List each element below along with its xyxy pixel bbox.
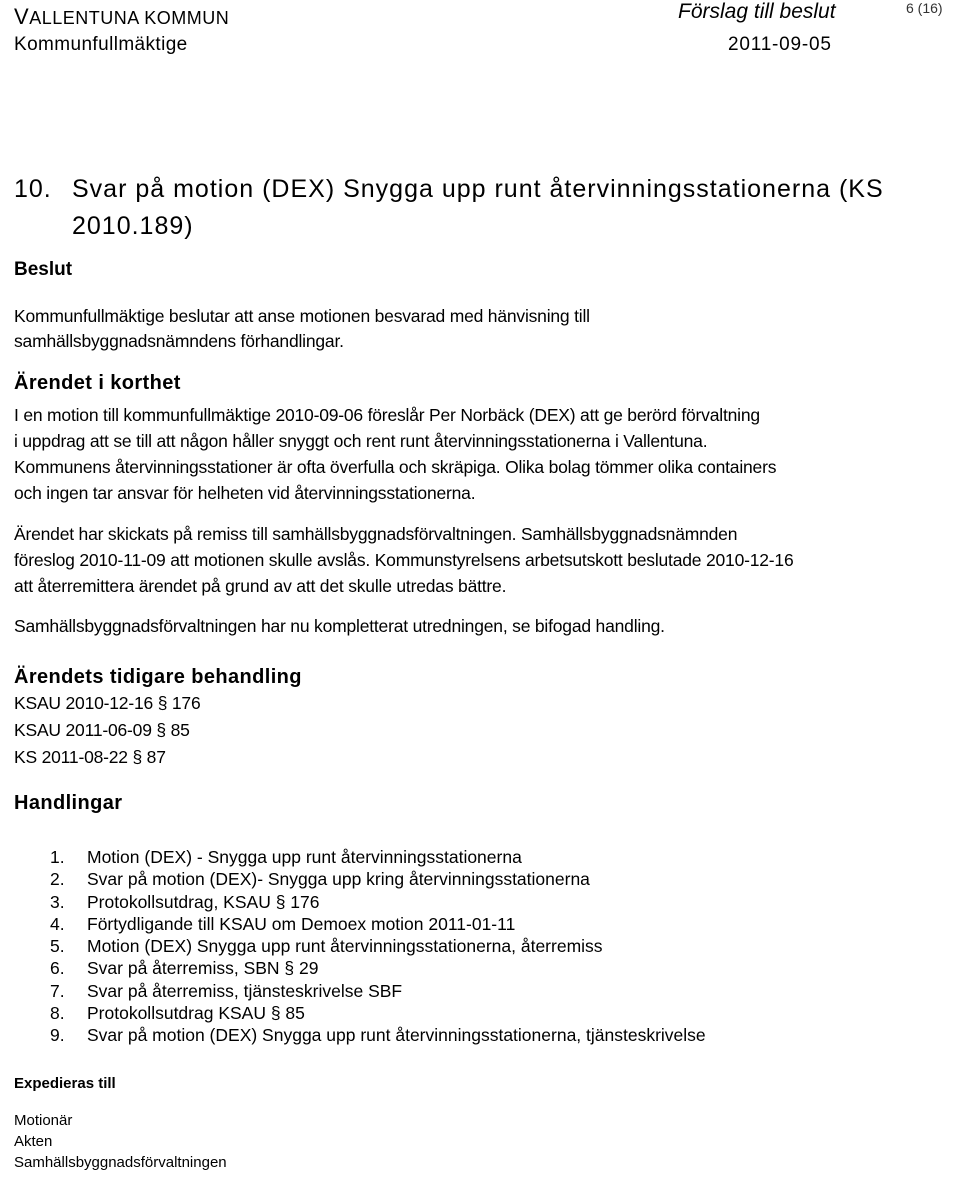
- item-number: 10.: [14, 175, 52, 203]
- beslut-line-2: samhällsbyggnadsnämndens förhandlingar.: [14, 331, 344, 351]
- list-item-number: 5.: [50, 936, 65, 957]
- list-item-text: Motion (DEX) - Snygga upp runt återvinningsstationerna: [87, 847, 522, 867]
- list-item: [50, 935, 706, 957]
- tidigare-line-2: KSAU 2011-06-09 § 85: [14, 720, 190, 740]
- list-item: [50, 891, 706, 913]
- organization-name-rest: ALLENTUNA KOMMUN: [29, 8, 230, 28]
- list-item-number: 2.: [50, 869, 65, 890]
- item-title-line-2: 2010.189): [72, 212, 194, 240]
- list-item: [50, 1024, 706, 1046]
- list-item-text: Förtydligande till KSAU om Demoex motion 2011-01-11: [87, 913, 516, 934]
- list-item-number: 6.: [50, 958, 65, 979]
- meeting-date: 2011-09-05: [728, 34, 832, 55]
- document-status: Förslag till beslut: [678, 0, 836, 23]
- item-title: [14, 172, 884, 206]
- tidigare-line-3: KS 2011-08-22 § 87: [14, 747, 166, 767]
- korthet-line-4: och ingen tar ansvar för helheten vid återvinningsstationerna.: [14, 483, 476, 503]
- list-item: [50, 980, 706, 1002]
- list-item-number: 3.: [50, 891, 65, 912]
- korthet-line-2: i uppdrag att se till att någon håller snyggt och rent runt återvinningsstationerna i Vallentuna.: [14, 431, 708, 451]
- list-item-text: Svar på återremiss, tjänsteskrivelse SBF: [87, 980, 403, 1001]
- korthet-line-8: Samhällsbyggnadsförvaltningen har nu kompletterat utredningen, se bifogad handling.: [14, 616, 665, 636]
- list-item-text: Svar på återremiss, SBN § 29: [87, 958, 319, 979]
- list-item-number: 8.: [50, 1003, 65, 1024]
- list-item: [50, 846, 706, 868]
- list-item: [50, 1002, 706, 1024]
- beslut-heading: Beslut: [14, 259, 73, 280]
- list-item-number: 1.: [50, 847, 65, 867]
- organization-name: [14, 4, 229, 30]
- list-item-number: 7.: [50, 980, 65, 1001]
- recipient-item: Motionär: [14, 1112, 73, 1129]
- list-item-text: Protokollsutdrag KSAU § 85: [87, 1003, 305, 1024]
- korthet-line-7: att återremittera ärendet på grund av att det skulle utredas bättre.: [14, 576, 507, 596]
- korthet-line-6: föreslog 2010-11-09 att motionen skulle avslås. Kommunstyrelsens arbetsutskott beslutade 2010-12-16: [14, 550, 794, 570]
- list-item-text: Svar på motion (DEX)- Snygga upp kring återvinningsstationerna: [87, 869, 590, 890]
- korthet-line-3: Kommunens återvinningsstationer är ofta överfulla och skräpiga. Olika bolag tömmer olika containers: [14, 457, 777, 477]
- page-number: 6 (16): [906, 0, 943, 16]
- list-item: [50, 913, 706, 935]
- korthet-line-5: Ärendet har skickats på remiss till samhällsbyggnadsförvaltningen. Samhällsbyggnadsnämnden: [14, 524, 738, 544]
- list-item-number: 9.: [50, 1025, 65, 1046]
- handlingar-list: [50, 846, 706, 1047]
- korthet-line-1: I en motion till kommunfullmäktige 2010-09-06 föreslår Per Norbäck (DEX) att ge berörd förvaltning: [14, 405, 760, 425]
- item-title-line-1: Svar på motion (DEX) Snygga upp runt återvinningsstationerna (KS: [72, 175, 884, 203]
- tidigare-heading: Ärendets tidigare behandling: [14, 666, 302, 688]
- list-item-text: Protokollsutdrag, KSAU § 176: [87, 891, 320, 912]
- department-name: Kommunfullmäktige: [14, 34, 188, 55]
- list-item-text: Svar på motion (DEX) Snygga upp runt återvinningsstationerna, tjänsteskrivelse: [87, 1025, 706, 1046]
- list-item-text: Motion (DEX) Snygga upp runt återvinningsstationerna, återremiss: [87, 936, 603, 957]
- recipient-item: Akten: [14, 1133, 53, 1150]
- list-item: [50, 868, 706, 890]
- recipient-item: Samhällsbyggnadsförvaltningen: [14, 1154, 227, 1171]
- organization-initial: V: [14, 4, 30, 29]
- beslut-line-1: Kommunfullmäktige beslutar att anse motionen besvarad med hänvisning till: [14, 306, 590, 326]
- handlingar-heading: Handlingar: [14, 792, 123, 814]
- list-item: [50, 957, 706, 979]
- korthet-heading: Ärendet i korthet: [14, 372, 181, 394]
- expedieras-list: [14, 1110, 227, 1173]
- tidigare-line-1: KSAU 2010-12-16 § 176: [14, 693, 201, 713]
- expedieras-heading: Expedieras till: [14, 1075, 116, 1092]
- list-item-number: 4.: [50, 913, 65, 934]
